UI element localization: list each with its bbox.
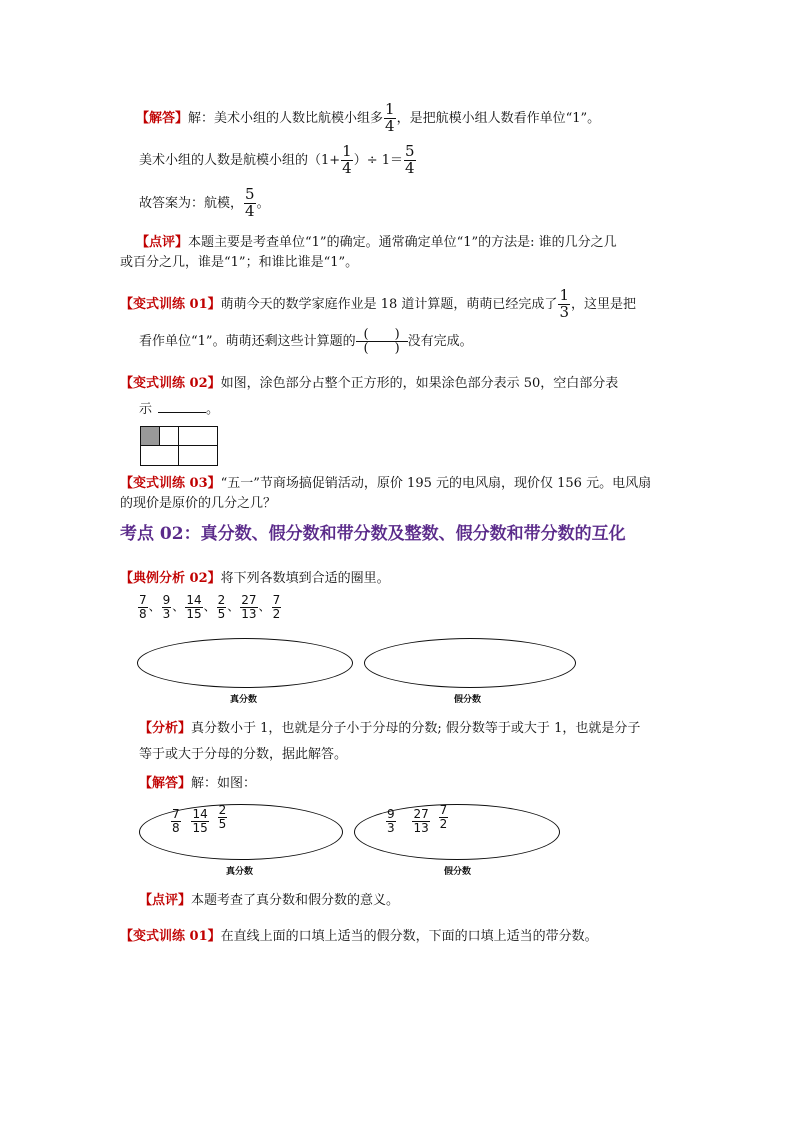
improper-fractions: $\frac{9}{3}$ $\frac{27}{13}$ $\frac{7}{2}$ [387, 803, 448, 835]
square-figure [140, 426, 218, 466]
fraction: $\frac{27}{13}$ [241, 593, 257, 621]
blank-fraction[interactable]: $\frac{( )}{( )}$ [356, 328, 408, 355]
review-line: 【点评】本题考查了真分数和假分数的意义。 [139, 893, 400, 908]
fraction: $\frac{7}{2}$ [272, 593, 281, 621]
improper-fraction-label: 假分数 [454, 695, 482, 705]
fraction: $\frac{14}{15}$ [186, 593, 202, 621]
improper-fraction-ellipse [364, 638, 576, 688]
answer-conclusion: 故答案为：航模， $\frac{5}{4}$ 。 [139, 185, 270, 220]
variant-03-block: 【变式训练 03】“五一”节商场搞促销活动，原价 195 元的电风扇，现价仅 156 元。电风扇 的现价是原价的几分之几？ [120, 476, 652, 511]
fraction: $\frac{5}{4}$ [405, 142, 415, 177]
proper-fraction-label-2: 真分数 [226, 867, 254, 877]
fraction-list: $\frac{7}{8}$ 、 $\frac{9}{3}$ 、 $\frac{14}{15}$ 、 $\frac{2}{5}$ 、 $\frac{27}{13}$ 、 $\frac{7}{2}$ [139, 593, 281, 621]
fraction: $\frac{9}{3}$ [162, 593, 171, 621]
fraction: $\frac{7}{8}$ [139, 593, 147, 621]
proper-fraction-ellipse [137, 638, 353, 688]
fraction: $\frac{1}{4}$ [385, 100, 395, 135]
answer-line-1: 【解答】解：美术小组的人数比航模小组多 $\frac{1}{4}$ ，是把航模小组人数看作单位“1”。 [136, 100, 601, 135]
section-heading: 考点 02：真分数、假分数和带分数及整数、假分数和带分数的互化 [120, 524, 626, 544]
fraction: $\frac{2}{5}$ [217, 593, 226, 621]
variant-02-line-2: 示 。 [139, 402, 220, 417]
fraction: $\frac{1}{4}$ [342, 142, 352, 177]
improper-fraction-label-2: 假分数 [444, 867, 472, 877]
fraction: $\frac{5}{4}$ [245, 185, 255, 220]
answer-line-2: 美术小组的人数是航模小组的（1+ $\frac{1}{4}$ ）÷ 1＝ $\frac{5}{4}$ [139, 142, 415, 177]
variant-01b-line: 【变式训练 01】在直线上面的口填上适当的假分数，下面的口填上适当的带分数。 [120, 929, 598, 944]
variant-01-line-2: 看作单位“1”。萌萌还剩这些计算题的 $\frac{( )}{( )}$ 没有完成。 [139, 327, 473, 356]
answer-text: 解：美术小组的人数比航模小组多 [188, 110, 384, 126]
review-tag: 【点评】 [136, 235, 189, 250]
answer-tag: 【解答】 [136, 110, 189, 126]
review-block: 【点评】本题主要是考查单位“1”的确定。通常确定单位“1”的方法是: 谁的几分之几 或百分之几，谁是“1”；和谁比谁是“1”。 [120, 235, 617, 270]
analysis-block: 【分析】真分数小于 1，也就是分子小于分母的分数; 假分数等于或大于 1，也就是分子 等于或大于分母的分数，据此解答。 [139, 721, 641, 762]
proper-fractions: $\frac{7}{8}$ $\frac{14}{15}$ $\frac{2}{5}$ [172, 803, 227, 835]
variant-tag: 【变式训练 01】 [120, 296, 221, 312]
fraction: $\frac{1}{3}$ [559, 286, 569, 321]
variant-02-line-1: 【变式训练 02】如图，涂色部分占整个正方形的，如果涂色部分表示 50，空白部分表 [120, 376, 619, 391]
proper-fraction-label: 真分数 [230, 695, 258, 705]
answer-figure-line: 【解答】解：如图： [139, 776, 257, 791]
variant-01-line-1: 【变式训练 01】萌萌今天的数学家庭作业是 18 道计算题，萌萌已经完成了 $\frac{1}{3}$ ，这里是把 [120, 286, 636, 321]
answer-blank[interactable] [158, 400, 206, 413]
example-line: 【典例分析 02】将下列各数填到合适的圈里。 [120, 571, 390, 586]
